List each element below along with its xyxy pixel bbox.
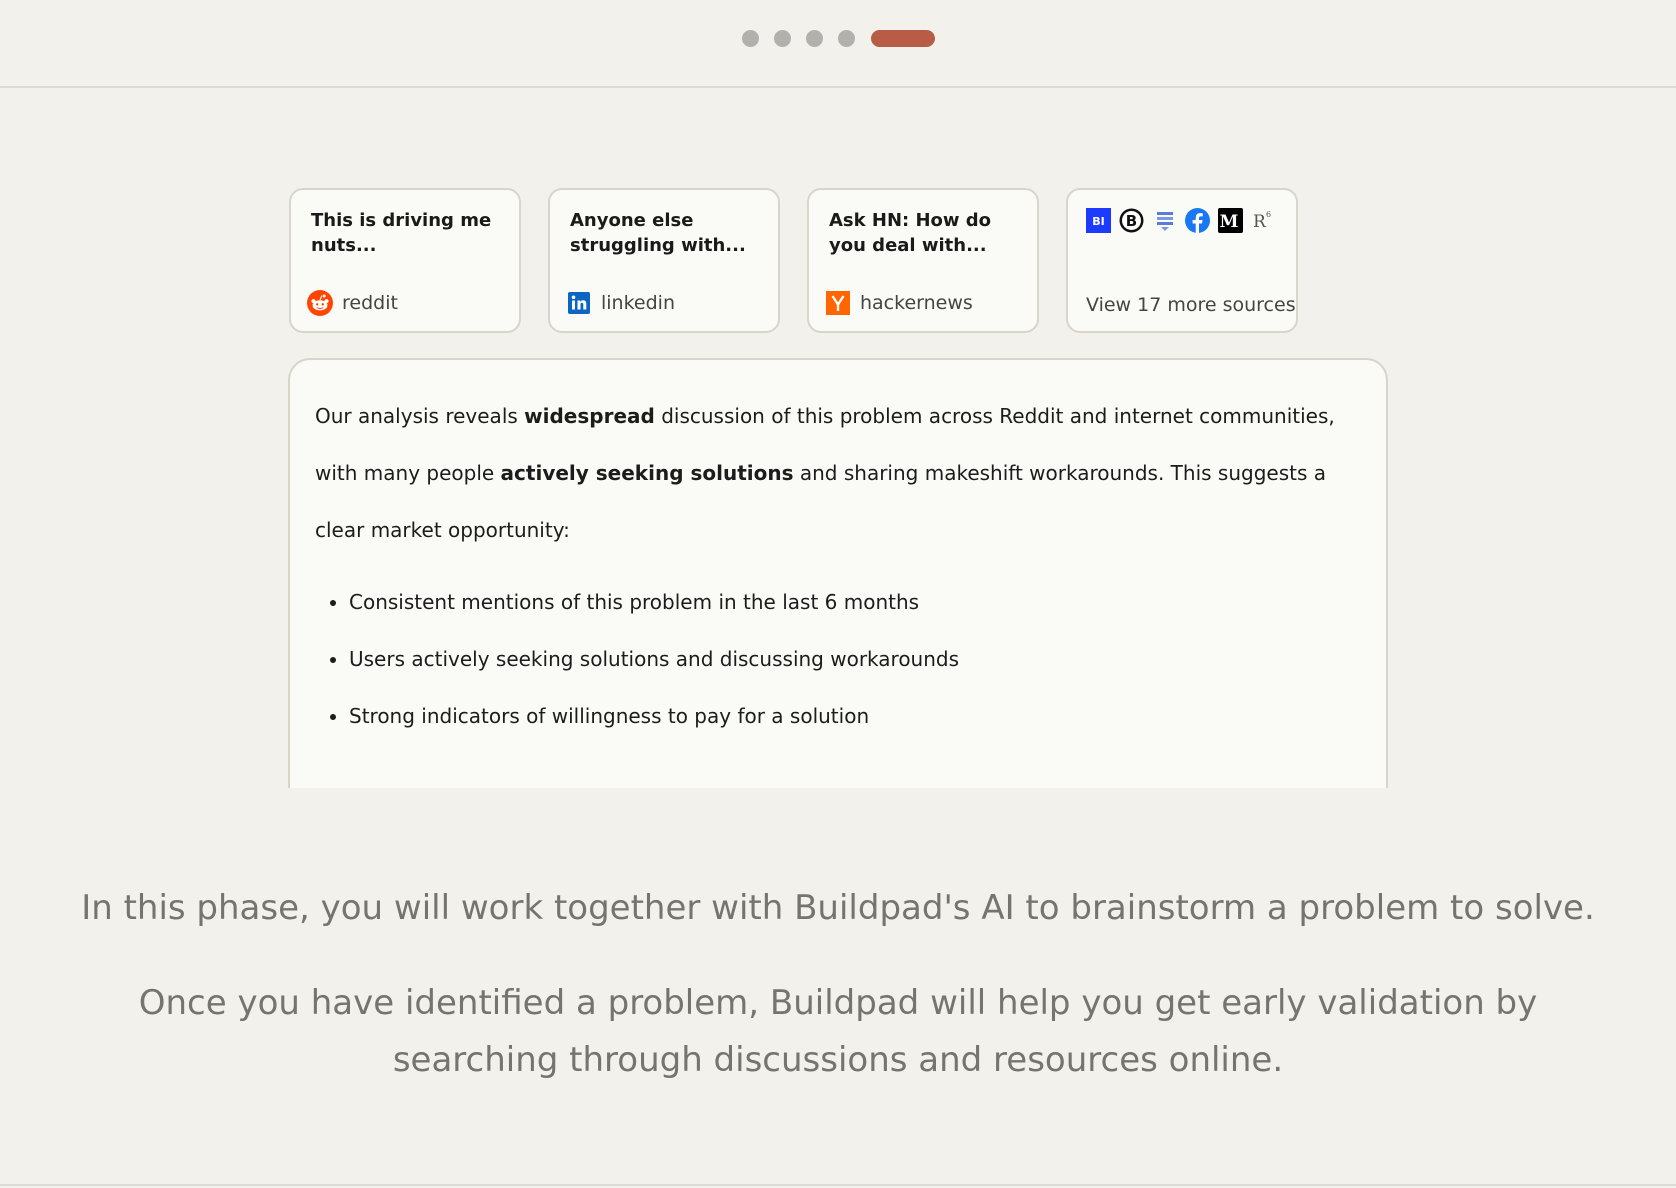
analysis-text-1: Our analysis reveals (315, 404, 525, 428)
medium-icon (1218, 208, 1243, 233)
b-logo-icon (1119, 208, 1144, 233)
carousel-header (0, 0, 1676, 88)
source-card-source (566, 290, 675, 316)
view-more-sources-card[interactable] (1066, 188, 1298, 333)
analysis-summary (315, 388, 1375, 559)
source-card-source-label: linkedin (601, 292, 675, 314)
validation-description-text: Once you have identified a problem, Buildpad will help you get early validation by searching through discussions and resources online. (138, 983, 1538, 1080)
carousel-dot-4[interactable] (838, 30, 855, 47)
r-logo-sup: 6 (1266, 210, 1272, 219)
analysis-bold-2: actively seeking solutions (500, 461, 794, 485)
source-card-source (307, 290, 398, 316)
b-logo-text: B (1125, 212, 1138, 230)
source-card-reddit[interactable] (289, 188, 521, 333)
analysis-bullet: • Users actively seeking solutions and discussing workarounds (349, 631, 959, 688)
source-card-hackernews[interactable] (807, 188, 1039, 333)
r-logo-text: R (1253, 212, 1266, 232)
carousel-dot-2[interactable] (774, 30, 791, 47)
carousel-dot-5-active[interactable] (871, 30, 935, 47)
analysis-text-2: discussion of this problem across Reddit and internet communities, with many people (315, 404, 1335, 485)
facebook-icon (1185, 208, 1210, 233)
carousel-dot-3[interactable] (806, 30, 823, 47)
source-card-source-label: reddit (342, 292, 398, 314)
source-card-linkedin[interactable] (548, 188, 780, 333)
analysis-text-3: and sharing makeshift workarounds. This suggests a clear market opportunity: (315, 461, 1326, 542)
reddit-icon (307, 290, 333, 316)
business-insider-logo-text: BI (1092, 215, 1105, 228)
medium-logo-text: M (1219, 212, 1239, 232)
source-card-title: Anyone else struggling with... (570, 210, 746, 256)
source-card-title: Ask HN: How do you deal with... (829, 210, 992, 256)
hackernews-icon (825, 290, 851, 316)
linkedin-icon (566, 290, 592, 316)
analysis-bullet: • Consistent mentions of this problem in the last 6 months (349, 574, 959, 631)
analysis-bullet: • Strong indicators of willingness to pay for a solution (349, 688, 959, 745)
business-insider-icon (1086, 208, 1111, 233)
carousel-dot-1[interactable] (742, 30, 759, 47)
source-card-source (825, 290, 973, 316)
bottom-divider (0, 1184, 1676, 1186)
source-card-source-label: hackernews (860, 292, 973, 314)
view-more-sources-label: View 17 more sources (1086, 294, 1296, 316)
source-card-title: This is driving me nuts... (311, 210, 492, 256)
more-sources-icons (1086, 208, 1284, 233)
carousel-dots (742, 30, 935, 47)
stack-icon (1152, 208, 1177, 233)
analysis-panel (288, 358, 1388, 788)
analysis-bullets (315, 574, 959, 745)
analysis-bold-1: widespread (524, 404, 655, 428)
validation-description (0, 975, 1676, 1089)
r-logo-icon (1251, 208, 1276, 233)
phase-description: In this phase, you will work together with Buildpad's AI to brainstorm a problem to solve. (81, 888, 1595, 928)
